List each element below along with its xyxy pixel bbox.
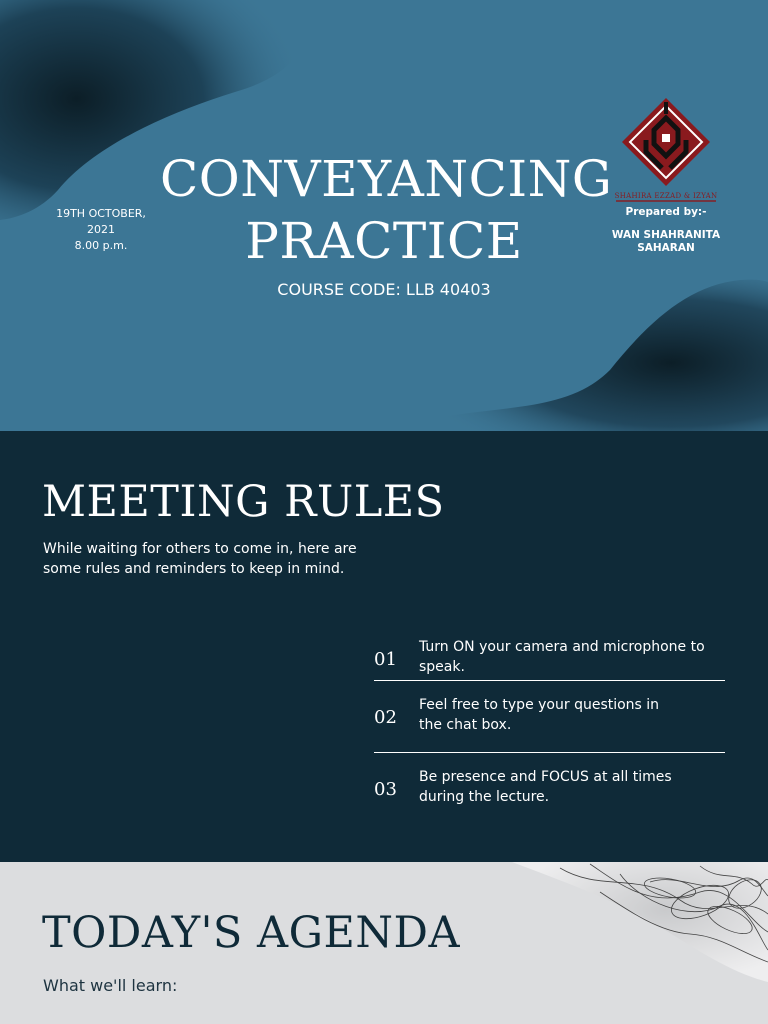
- author-line-2: SAHARAN: [637, 242, 695, 254]
- agenda-heading: TODAY'S AGENDA: [42, 908, 460, 958]
- rule-number: 01: [374, 649, 397, 670]
- course-code: COURSE CODE: LLB 40403: [277, 280, 491, 299]
- title-slide: [0, 0, 768, 431]
- rule-number: 03: [374, 779, 397, 800]
- date-line-2: 2021: [87, 223, 115, 236]
- agenda-subtitle: What we'll learn:: [43, 976, 178, 995]
- date-line-1: 19TH OCTOBER,: [56, 207, 146, 220]
- title-line-2: PRACTICE: [245, 212, 523, 270]
- author-name: [606, 229, 726, 255]
- title-line-1: CONVEYANCING: [160, 150, 613, 208]
- meeting-rules-subtitle: While waiting for others to come in, here are some rules and reminders to keep in mind.: [43, 541, 357, 577]
- firm-logo-icon: [618, 96, 714, 196]
- rule-divider: [374, 752, 725, 753]
- rule-divider: [374, 680, 725, 681]
- presentation-title: [160, 148, 613, 272]
- meeting-rules-slide: [0, 431, 768, 862]
- rule-text: Be presence and FOCUS at all times during the lecture.: [419, 769, 672, 805]
- time-text: 8.00 p.m.: [74, 239, 128, 252]
- logo-underline: [616, 200, 716, 202]
- author-line-1: WAN SHAHRANITA: [611, 229, 721, 241]
- rule-number: 02: [374, 707, 397, 728]
- date-time: [40, 206, 162, 254]
- agenda-slide: [0, 862, 768, 1024]
- meeting-rules-heading: MEETING RULES: [42, 477, 445, 527]
- logo-text: SHAHIRA EZZAD & IZYAN: [614, 192, 718, 200]
- prepared-by-label: Prepared by:-: [625, 206, 707, 218]
- rule-text: Turn ON your camera and microphone to speak.: [419, 639, 705, 675]
- rule-text: Feel free to type your questions in the chat box.: [419, 697, 660, 733]
